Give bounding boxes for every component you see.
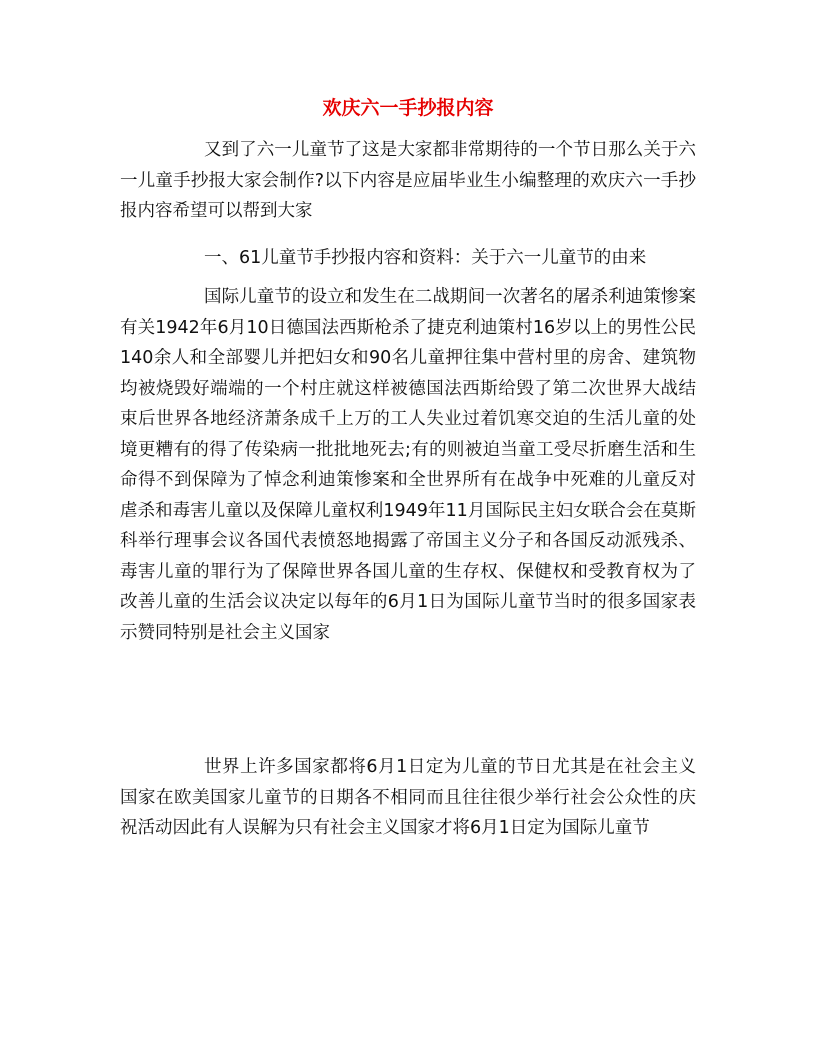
document-title: 欢庆六一手抄报内容 bbox=[322, 97, 494, 119]
section-heading: 一、61儿童节手抄报内容和资料：关于六一儿童节的由来 bbox=[204, 248, 647, 268]
origin-paragraph: 国际儿童节的设立和发生在二战期间一次著名的屠杀利迪策惨案有关1942年6月10日德国法西斯枪杀了捷克利迪策村16岁以上的男性公民140余人和全部婴儿并把妇女和90名儿童押往集中营村里的房舍、建筑物均被烧毁好端端的一个村庄就这样被德国法西斯给毁了第二次世界大战结束后世界各地经济萧条成千上万的工人失业过着饥寒交迫的生活儿童的处境更糟有的得了传染病一批批地死去;有的则被迫当童工受尽折磨生活和生命得不到保障为了悼念利迪策惨案和全世界所有在战争中死难的儿童反对虐杀和毒害儿童以及保障儿童权利1949年11月国际民主妇女联合会在莫斯科举行理事会议各国代表愤怒地揭露了帝国主义分子和各国反动派残杀、毒害儿童的罪行为了保障世界各国儿童的生存权、保健权和受教育权为了改善儿童的生活会议决定以每年的6月1日为国际儿童节当时的很多国家表示赞同特别是社会主义国家 bbox=[120, 287, 696, 643]
world-paragraph: 世界上许多国家都将6月1日定为儿童的节日尤其是在社会主义国家在欧美国家儿童节的日期各不相同而且往往很少举行社会公众性的庆祝活动因此有人误解为只有社会主义国家才将6月1日定为国际儿童节 bbox=[120, 757, 696, 838]
intro-paragraph: 又到了六一儿童节了这是大家都非常期待的一个节日那么关于六一儿童手抄报大家会制作?以下内容是应届毕业生小编整理的欢庆六一手抄报内容希望可以帮到大家 bbox=[120, 140, 696, 221]
